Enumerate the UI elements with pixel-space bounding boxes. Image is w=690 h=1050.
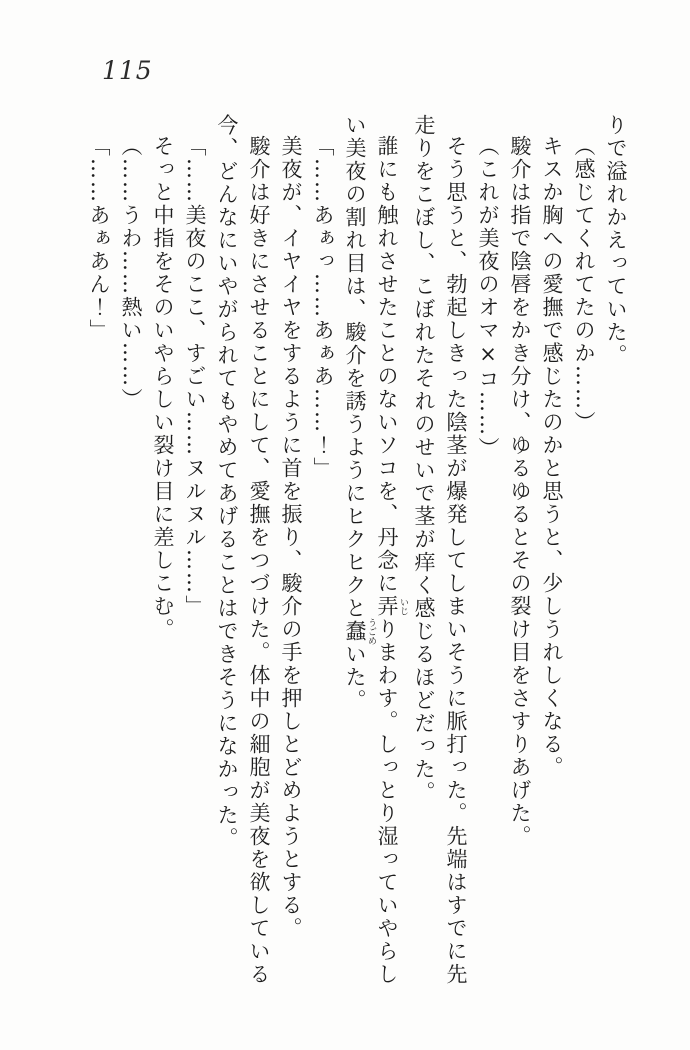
text-run: （これが美夜のオマ×コ……） xyxy=(476,135,500,460)
paragraph xyxy=(536,114,568,992)
furigana: うごめ xyxy=(366,618,376,645)
text-run: そっと中指をそのいやらしい裂け目に差しこむ。 xyxy=(151,135,175,641)
text-run: （感じてくれてたのか……） xyxy=(572,135,596,434)
text-columns xyxy=(83,114,632,992)
paragraph xyxy=(83,114,115,992)
text-run: 「……あぁっ……あぁあ……！」 xyxy=(311,135,335,480)
paragraph xyxy=(275,114,307,992)
text-run: 美夜が、イヤイヤをするように首を振り、駿介の手を押しとどめようとする。 xyxy=(279,135,303,940)
ruby-annotated-word: 弄 いじ xyxy=(375,595,408,618)
text-run: 誰にも触れさせたことのないソコを、丹念に xyxy=(375,135,399,595)
paragraph xyxy=(600,114,632,992)
text-run: 「……あぁあん！」 xyxy=(87,135,111,342)
paragraph xyxy=(307,114,339,992)
text-run: （……うわ……熱い……） xyxy=(119,135,143,411)
paragraph xyxy=(339,114,408,992)
ruby-annotated-word: 蠢 うごめ xyxy=(343,618,376,645)
paragraph xyxy=(472,114,504,992)
text-run: いた。 xyxy=(343,643,367,712)
text-run: キスか胸への愛撫で感じたのかと思うと、少しうれしくなる。 xyxy=(540,135,564,779)
paragraph xyxy=(179,114,211,992)
paragraph xyxy=(211,114,275,992)
text-run: 駿介は指で陰唇をかき分け、ゆるゆるとその裂け目をさすりあげた。 xyxy=(508,135,532,848)
page-number: 115 xyxy=(102,56,153,85)
paragraph xyxy=(408,114,472,992)
paragraph xyxy=(115,114,147,992)
paragraph xyxy=(147,114,179,992)
text-run: りで溢れかえっていた。 xyxy=(604,114,628,367)
text-run: 「……美夜のここ、すごい……ヌルヌル……」 xyxy=(183,135,207,618)
text-run: 駿介は好きにさせることにして、愛撫をつづけた。体中の細胞が美夜を欲している今、どんなにいやがられてもやめてあげることはできそうになかった。 xyxy=(215,114,271,986)
furigana: いじ xyxy=(398,595,408,618)
text-run: そう思うと、勃起しきった陰茎が爆発してしまいそうに脈打った。先端はすでに先走りをこぼし、こぼれたそれのせいで茎が痒く感じるほどだった。 xyxy=(412,114,468,986)
paragraph xyxy=(568,114,600,992)
text-run: りまわす。しっとり湿っていやらしい美夜の割れ目は、駿介を誘うようにヒクヒクと xyxy=(343,114,399,986)
paragraph xyxy=(504,114,536,992)
